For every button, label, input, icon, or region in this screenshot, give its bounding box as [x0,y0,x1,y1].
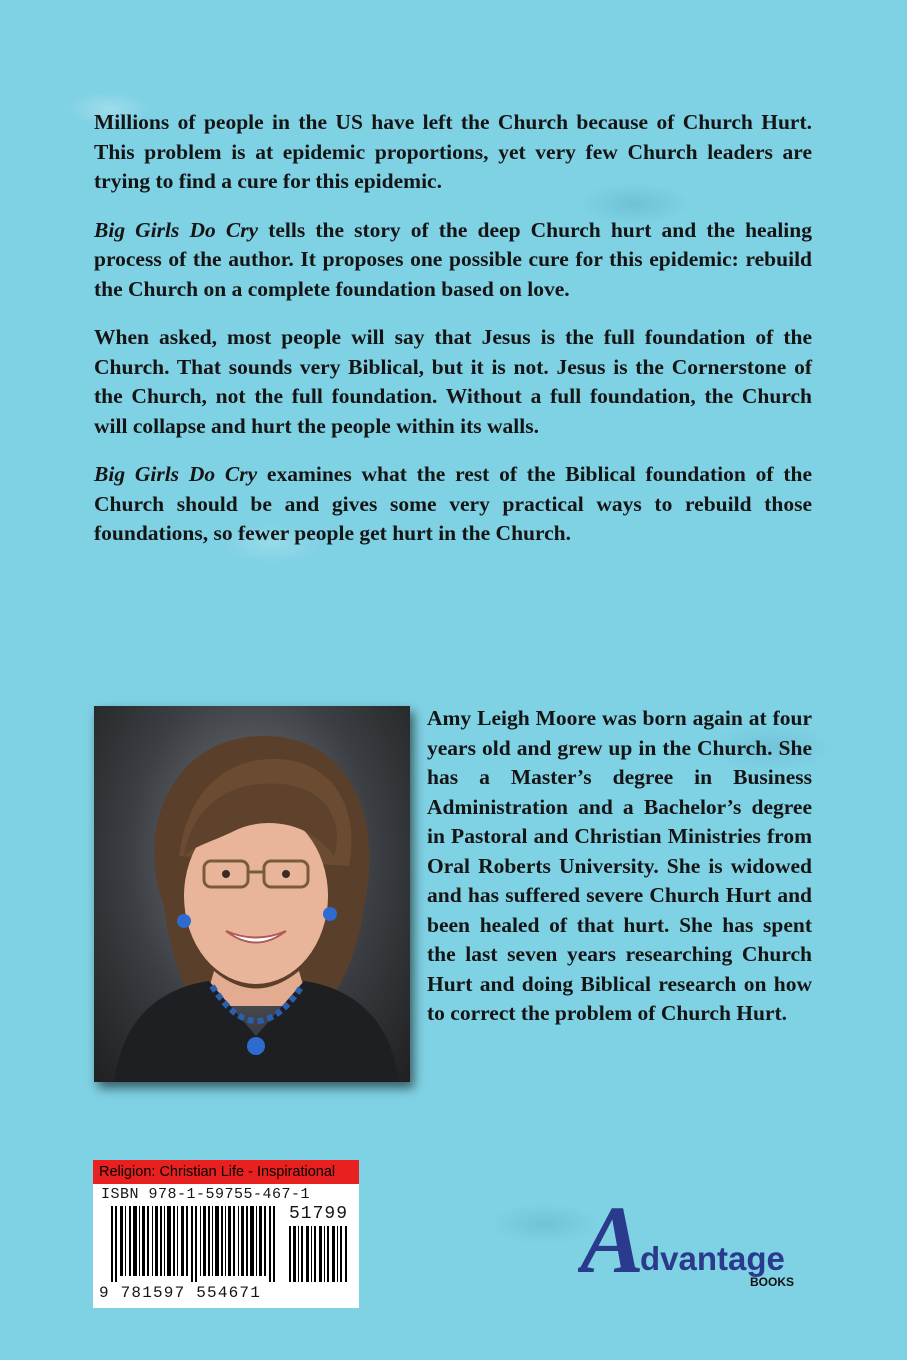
blurb-paragraph-2 [94,216,812,305]
logo-name: dvantage [640,1240,785,1277]
logo-initial: A [580,1188,645,1293]
blurb-paragraph-1: Millions of people in the US have left the Church because of Church Hurt. This problem is at epidemic proportions, yet very few Church leaders are trying to find a cure for this epidemic. [94,110,812,193]
barcode-bars [111,1206,281,1282]
price-code: 51799 [289,1204,349,1224]
isbn-barcode-block [93,1160,359,1308]
blurb-paragraph-3: When asked, most people will say that Jesus is the full foundation of the Church. That sounds very Biblical, but it is not. Jesus is the Cornerstone of the Church, not the full foundation. Without a full foundation, the Church will collapse and hurt the people within its walls. [94,325,812,438]
book-title: Big Girls Do Cry [94,462,258,486]
blurb-paragraph-4-text: examines what the rest of the Biblical foundation of the Church should be and gives some very practical ways to rebuild those foundations, so fewer people get hurt in the Church. [94,462,812,545]
price-barcode-bars [289,1226,349,1282]
category-label: Religion: Christian Life - Inspirational [93,1160,359,1184]
ean-number: 9 781597 554671 [99,1284,262,1302]
blurb-paragraph-4 [94,460,812,549]
author-bio: Amy Leigh Moore was born again at four years old and grew up in the Church. She has a Master’s degree in Business Administration and a Bachelor’s degree in Pastoral and Christian Ministries from Oral Roberts University. She is widowed and has suffered severe Church Hurt and been healed of that hurt. She has spent the last seven years researching Church Hurt and doing Biblical research on how to correct the problem of Church Hurt. [427,706,812,1025]
blurb-paragraph-2-text: tells the story of the deep Church hurt and the healing process of the author. It proposes one possible cure for this epidemic: rebuild the Church on a complete foundation based on love. [94,217,812,301]
book-title: Big Girls Do Cry [94,217,259,242]
logo-tagline: BOOKS [750,1275,795,1289]
isbn-number: ISBN 978-1-59755-467-1 [101,1186,311,1203]
advantage-books-logo [578,1188,818,1298]
author-photo [94,706,410,1082]
publisher-logo [578,1188,818,1298]
back-cover-blurb [94,108,812,568]
author-portrait-image [94,706,410,1082]
